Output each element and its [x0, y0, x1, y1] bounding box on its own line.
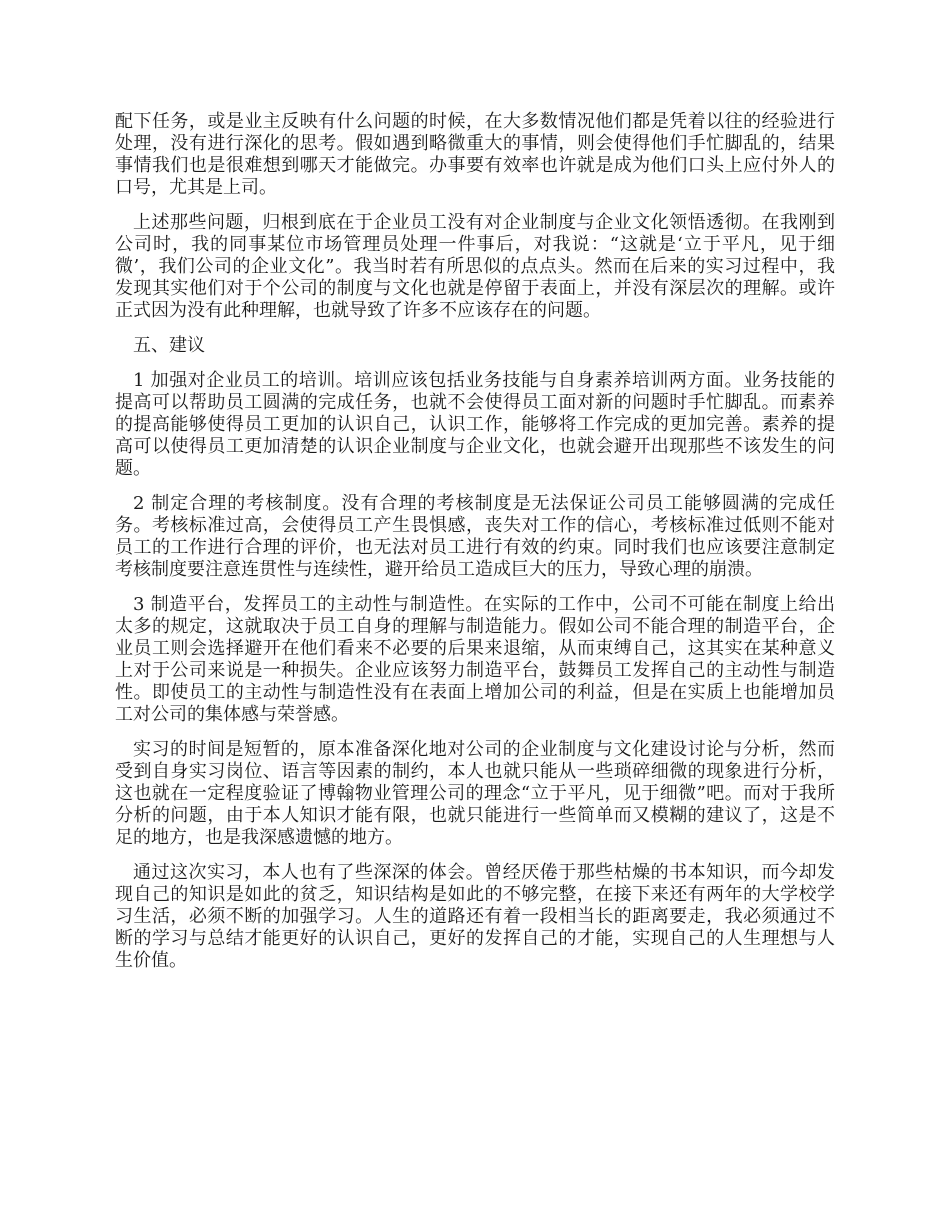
text-line: 这也就在一定程度验证了博翰物业管理公司的理念“立于平凡，见于细微”吧。而对于我所	[115, 783, 835, 804]
suggestions-section	[115, 370, 835, 726]
text-line: 发现其实他们对于个公司的制度与文化也就是停留于表面上，并没有深层次的理解。或许	[115, 278, 835, 299]
text-line: 现自己的知识是如此的贫乏，知识结构是如此的不够完整，在接下来还有两年的大学校学	[115, 884, 835, 905]
text-line: 公司时，我的同事某位市场管理员处理一件事后，对我说：“这就是‘立于平凡，见于细	[115, 234, 835, 255]
text-line: 分析的问题，由于本人知识才能有限，也就只能进行一些简单而又模糊的建议了，这是不	[115, 805, 835, 826]
text-line: 口号，尤其是上司。	[115, 177, 277, 198]
text-line: 配下任务，或是业主反映有什么问题的时候，在大多数情况他们都是凭着以往的经验进行	[115, 111, 835, 132]
text-line: 足的地方，也是我深感遗憾的地方。	[115, 827, 403, 848]
text-line: 微’，我们公司的企业文化”。我当时若有所思似的点点头。然而在后来的实习过程中，我	[115, 256, 835, 277]
text-line: 通过这次实习，本人也有了些深深的体会。曾经厌倦于那些枯燥的书本知识，而今却发	[133, 862, 835, 883]
text-line: 性。即使员工的主动性与制造性没有在表面上增加公司的利益，但是在实质上也能增加员	[115, 682, 835, 703]
text-line: 习生活，必须不断的加强学习。人生的道路还有着一段相当长的距离要走，我必须通过不	[115, 906, 835, 927]
text-line: 考核制度要注意连贯性与连续性，避开给员工造成巨大的压力，导致心理的崩溃。	[115, 559, 763, 580]
text-line: 提高可以帮助员工圆满的完成任务，也就不会使得员工面对新的问题时手忙脚乱。而素养	[115, 392, 835, 413]
text-line: 上述那些问题，归根到底在于企业员工没有对企业制度与企业文化领悟透彻。在我刚到	[133, 212, 835, 233]
suggestion-paragraph	[115, 370, 835, 480]
intro-paragraph	[115, 111, 835, 199]
suggestion-paragraph	[115, 594, 835, 726]
text-line: 正式因为没有此种理解，也就导致了许多不应该存在的问题。	[115, 300, 601, 321]
intro-paragraph	[115, 212, 835, 322]
text-line: 务。考核标准过高，会使得员工产生畏惧感，丧失对工作的信心，考核标准过低则不能对	[115, 515, 835, 536]
text-line: 生价值。	[115, 950, 187, 971]
text-line: 受到自身实习岗位、语言等因素的制约，本人也就只能从一些琐碎细微的现象进行分析，	[115, 761, 835, 782]
text-line: 处理，没有进行深化的思考。假如遇到略微重大的事情，则会使得他们手忙脚乱的，结果	[115, 133, 835, 154]
text-line: 工对公司的集体感与荣誉感。	[115, 704, 349, 725]
intro-section	[115, 111, 835, 322]
section-heading	[115, 335, 835, 357]
closing-paragraph	[115, 862, 835, 972]
text-line: 上对于公司来说是一种损失。企业应该努力制造平台，鼓舞员工发挥自己的主动性与制造	[115, 660, 835, 681]
text-line: 事情我们也是很难想到哪天才能做完。办事要有效率也许就是成为他们口头上应付外人的	[115, 155, 835, 176]
text-line: 太多的规定，这就取决于员工自身的理解与制造能力。假如公司不能合理的制造平台，企	[115, 616, 835, 637]
text-line: 题。	[115, 458, 151, 479]
section-heading-text: 五、建议	[133, 335, 205, 356]
text-line: 1 加强对企业员工的培训。培训应该包括业务技能与自身素养培训两方面。业务技能的	[133, 370, 835, 391]
text-line: 断的学习与总结才能更好的认识自己，更好的发挥自己的才能，实现自己的人生理想与人	[115, 928, 835, 949]
text-line: 实习的时间是短暂的，原本准备深化地对公司的企业制度与文化建设讨论与分析，然而	[133, 739, 835, 760]
text-line: 的提高能够使得员工更加的认识自己，认识工作，能够将工作完成的更加完善。素养的提	[115, 414, 835, 435]
text-line: 高可以使得员工更加清楚的认识企业制度与企业文化，也就会避开出现那些不该发生的问	[115, 436, 835, 457]
text-line: 3 制造平台，发挥员工的主动性与制造性。在实际的工作中，公司不可能在制度上给出	[133, 594, 835, 615]
closing-section	[115, 739, 835, 972]
text-line: 2 制定合理的考核制度。没有合理的考核制度是无法保证公司员工能够圆满的完成任	[133, 493, 835, 514]
suggestion-paragraph	[115, 493, 835, 581]
text-line: 员工的工作进行合理的评价，也无法对员工进行有效的约束。同时我们也应该要注意制定	[115, 537, 835, 558]
document-body	[115, 111, 835, 985]
closing-paragraph	[115, 739, 835, 849]
text-line: 业员工则会选择避开在他们看来不必要的后果来退缩，从而束缚自己，这其实在某种意义	[115, 638, 835, 659]
